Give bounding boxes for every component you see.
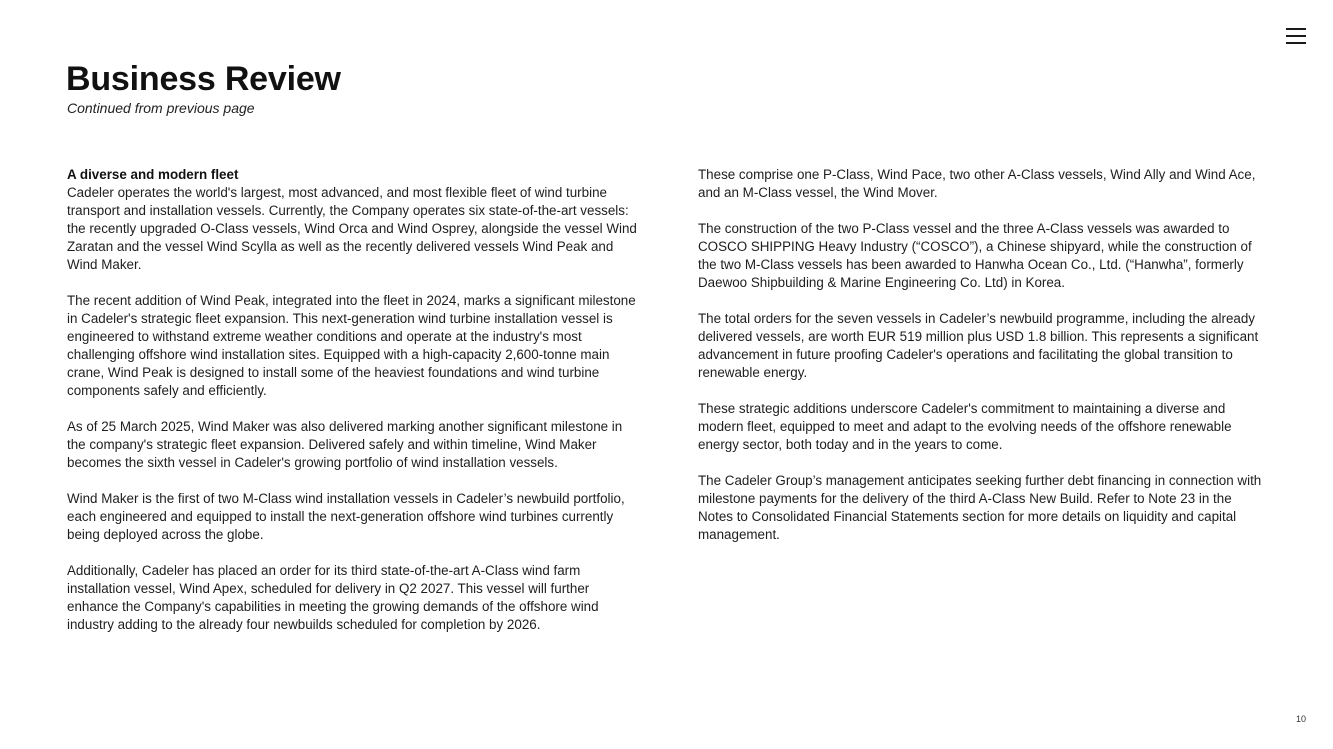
left-column [67,166,639,652]
paragraph: The recent addition of Wind Peak, integrated into the fleet in 2024, marks a significant milestone in Cadeler's strategic fleet expansion. This next-generation wind turbine installation vessel is engineered to withstand extreme weather conditions and operate at the industry's most challenging offshore wind installation sites. Equipped with a high-capacity 2,600-tonne main crane, Wind Peak is designed to install some of the heaviest foundations and wind turbine components safely and efficiently. [67,293,636,398]
paragraph: The construction of the two P-Class vessel and the three A-Class vessels was awarded to COSCO SHIPPING Heavy Industry (“COSCO”), a Chinese shipyard, while the construction of the two M-Class vessels has been awarded to Hanwha Ocean Co., Ltd. (“Hanwha”, formerly Daewoo Shipbuilding & Marine Engineering Co. Ltd) in Korea. [698,221,1252,290]
paragraph: The Cadeler Group’s management anticipates seeking further debt financing in connection with milestone payments for the delivery of the third A-Class New Build. Refer to Note 23 in the Notes to Consolidated Financial Statements section for more details on liquidity and capital management. [698,473,1262,542]
page-title: Business Review [66,60,341,98]
menu-line [1286,28,1306,30]
page-subtitle: Continued from previous page [67,100,255,116]
paragraph: The total orders for the seven vessels in Cadeler’s newbuild programme, including the already delivered vessels, are worth EUR 519 million plus USD 1.8 billion. This represents a significant advancement in future proofing Cadeler's operations and facilitating the global transition to renewable energy. [698,311,1259,380]
menu-line [1286,35,1306,37]
section-heading: A diverse and modern fleet [67,167,239,182]
paragraph: Cadeler operates the world's largest, most advanced, and most flexible fleet of wind turbine transport and installation vessels. Currently, the Company operates six state-of-the-art vessels: the recently upgraded O-Class vessels, Wind Orca and Wind Osprey, alongside the vessel Wind Zaratan and the vessel Wind Scylla as well as the recently delivered vessels Wind Peak and Wind Maker. [67,185,637,272]
page-number: 10 [1296,714,1307,724]
paragraph: Wind Maker is the first of two M-Class wind installation vessels in Cadeler’s newbuild portfolio, each engineered and equipped to install the next-generation offshore wind turbines currently being deployed across the globe. [67,491,625,542]
paragraph: These comprise one P-Class, Wind Pace, two other A-Class vessels, Wind Ally and Wind Ace, and an M-Class vessel, the Wind Mover. [698,167,1256,200]
right-column [698,166,1266,562]
paragraph: These strategic additions underscore Cadeler's commitment to maintaining a diverse and modern fleet, equipped to meet and adapt to the evolving needs of the offshore renewable energy sector, both today and in the years to come. [698,401,1232,452]
menu-line [1286,42,1306,44]
paragraph: Additionally, Cadeler has placed an order for its third state-of-the-art A-Class wind farm installation vessel, Wind Apex, scheduled for delivery in Q2 2027. This vessel will further enhance the Company's capabilities in meeting the growing demands of the offshore wind industry adding to the already four newbuilds scheduled for completion by 2026. [67,563,599,632]
paragraph: As of 25 March 2025, Wind Maker was also delivered marking another significant milestone in the company's strategic fleet expansion. Delivered safely and within timeline, Wind Maker becomes the sixth vessel in Cadeler's growing portfolio of wind installation vessels. [67,419,623,470]
hamburger-menu-icon[interactable] [1286,27,1306,45]
